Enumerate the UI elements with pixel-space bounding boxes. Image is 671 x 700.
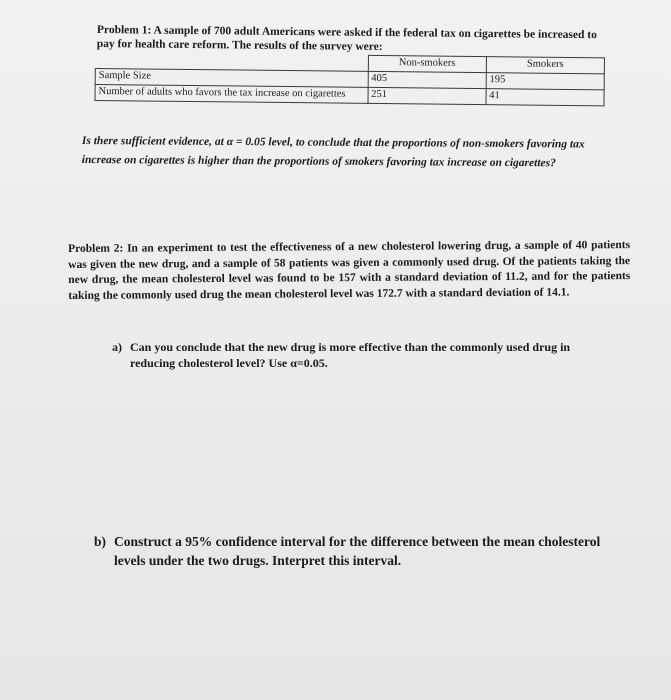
table-header-non-smokers: Non-smokers [368, 55, 486, 72]
part-b-marker: b) [94, 534, 107, 549]
problem2-label: Problem 2: [68, 242, 124, 255]
problem2-part-b [94, 532, 614, 570]
problem2-part-a [112, 339, 617, 371]
cell-non-smokers-favor: 251 [368, 87, 486, 104]
row-label-favors-tax: Number of adults who favors the tax increase on cigarettes [95, 85, 368, 104]
cell-non-smokers-sample: 405 [368, 71, 486, 88]
cell-smokers-favor: 41 [486, 89, 604, 106]
part-a-marker: a) [112, 340, 122, 354]
problem1-intro [97, 23, 607, 56]
row-label-sample-size: Sample Size [95, 69, 368, 88]
problem1-intro-text: A sample of 700 adult Americans were asked if the federal tax on cigarettes be increased to pay for health care reform. The results of the survey were: [96, 24, 597, 53]
problem2-body: In an experiment to test the effectiveness of a new cholesterol lowering drug, a sample of 40 patients was given the new drug, and a sample of 58 patients was given a commonly used drug. Of the patients taking the new drug, the mean cholesterol level was found to be 157 with a standard deviation of 11.2, and for the patients taking the commonly used drug the mean cholesterol level was 172.7 with a standard deviation of 14.1. [68, 239, 631, 302]
table-header-smokers: Smokers [486, 57, 604, 74]
cell-smokers-sample: 195 [486, 73, 604, 90]
problem1-question: Is there sufficient evidence, at α = 0.05 level, to conclude that the proportions of non-smokers favoring tax increase on cigarettes is higher than the proportions of smokers favoring tax increase on cigarettes? [81, 134, 585, 170]
part-b-text: Construct a 95% confidence interval for the difference between the mean cholesterol levels under the two drugs. Interpret this interval. [114, 534, 601, 568]
problem2-text [68, 238, 630, 304]
part-a-text: Can you conclude that the new drug is more effective than the commonly used drug in reducing cholesterol level? Use α=0.05. [130, 340, 571, 370]
survey-table [94, 52, 604, 106]
problem1-label: Problem 1: [96, 23, 152, 37]
